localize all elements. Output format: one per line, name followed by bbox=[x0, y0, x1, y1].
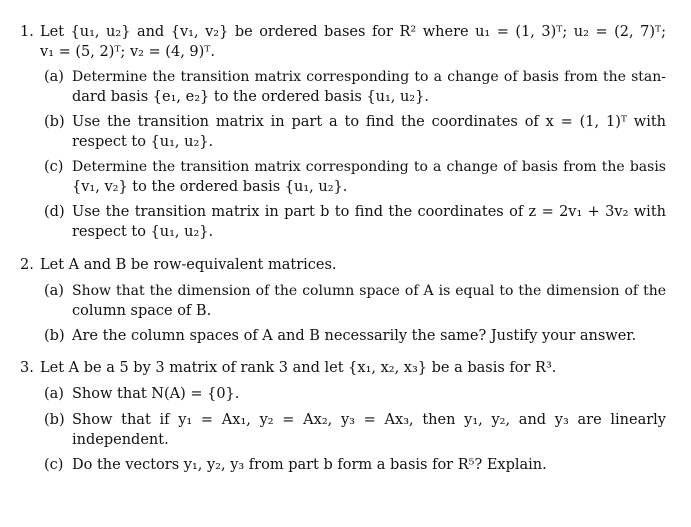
part-text-line: Do the vectors y₁, y₂, y₃ from part b form a basis for R⁵? Explain. bbox=[72, 457, 547, 473]
part-label: (b) bbox=[44, 114, 65, 130]
part-text-line: Use the transition matrix in part b to find the coordinates of z = 2v₁ + 3v₂ with bbox=[72, 204, 666, 220]
part-text-line: Show that if y₁ = Ax₁, y₂ = Ax₂, y₃ = Ax₃, then y₁, y₂, and y₃ are linearly bbox=[72, 412, 666, 428]
problem-intro-line: Let {u₁, u₂} and {v₁, v₂} be ordered bases for R² where u₁ = (1, 3)ᵀ; u₂ = (2, 7)ᵀ; bbox=[40, 24, 666, 40]
part-text-line: column space of B. bbox=[72, 303, 212, 319]
part-text-line: Determine the transition matrix corresponding to a change of basis from the basis bbox=[72, 159, 666, 175]
part-text-line: {v₁, v₂} to the ordered basis {u₁, u₂}. bbox=[72, 179, 348, 195]
part-label: (c) bbox=[44, 457, 64, 473]
problem-intro-line: Let A be a 5 by 3 matrix of rank 3 and let {x₁, x₂, x₃} be a basis for R³. bbox=[40, 360, 557, 376]
problem-number: 2. bbox=[20, 257, 34, 273]
part-label: (a) bbox=[44, 69, 64, 85]
problem-intro-line: v₁ = (5, 2)ᵀ; v₂ = (4, 9)ᵀ. bbox=[40, 44, 215, 60]
part-text-line: respect to {u₁, u₂}. bbox=[72, 134, 214, 150]
problem-intro-line: Let A and B be row-equivalent matrices. bbox=[40, 257, 337, 273]
part-text-line: dard basis {e₁, e₂} to the ordered basis {u₁, u₂}. bbox=[72, 89, 429, 105]
part-text-line: Determine the transition matrix corresponding to a change of basis from the stan- bbox=[72, 69, 666, 85]
part-label: (a) bbox=[44, 386, 64, 402]
part-label: (a) bbox=[44, 283, 64, 299]
part-text-line: Show that the dimension of the column space of A is equal to the dimension of the bbox=[72, 283, 666, 299]
part-label: (b) bbox=[44, 412, 65, 428]
part-text-line: independent. bbox=[72, 432, 169, 448]
part-text-line: respect to {u₁, u₂}. bbox=[72, 224, 214, 240]
part-text-line: Use the transition matrix in part a to find the coordinates of x = (1, 1)ᵀ with bbox=[72, 114, 666, 130]
problem-number: 3. bbox=[20, 360, 34, 376]
part-text-line: Show that N(A) = {0}. bbox=[72, 386, 240, 402]
part-text-line: Are the column spaces of A and B necessarily the same? Justify your answer. bbox=[72, 328, 637, 344]
problem-number: 1. bbox=[20, 24, 34, 40]
part-label: (c) bbox=[44, 159, 64, 175]
part-label: (d) bbox=[44, 204, 65, 220]
part-label: (b) bbox=[44, 328, 65, 344]
